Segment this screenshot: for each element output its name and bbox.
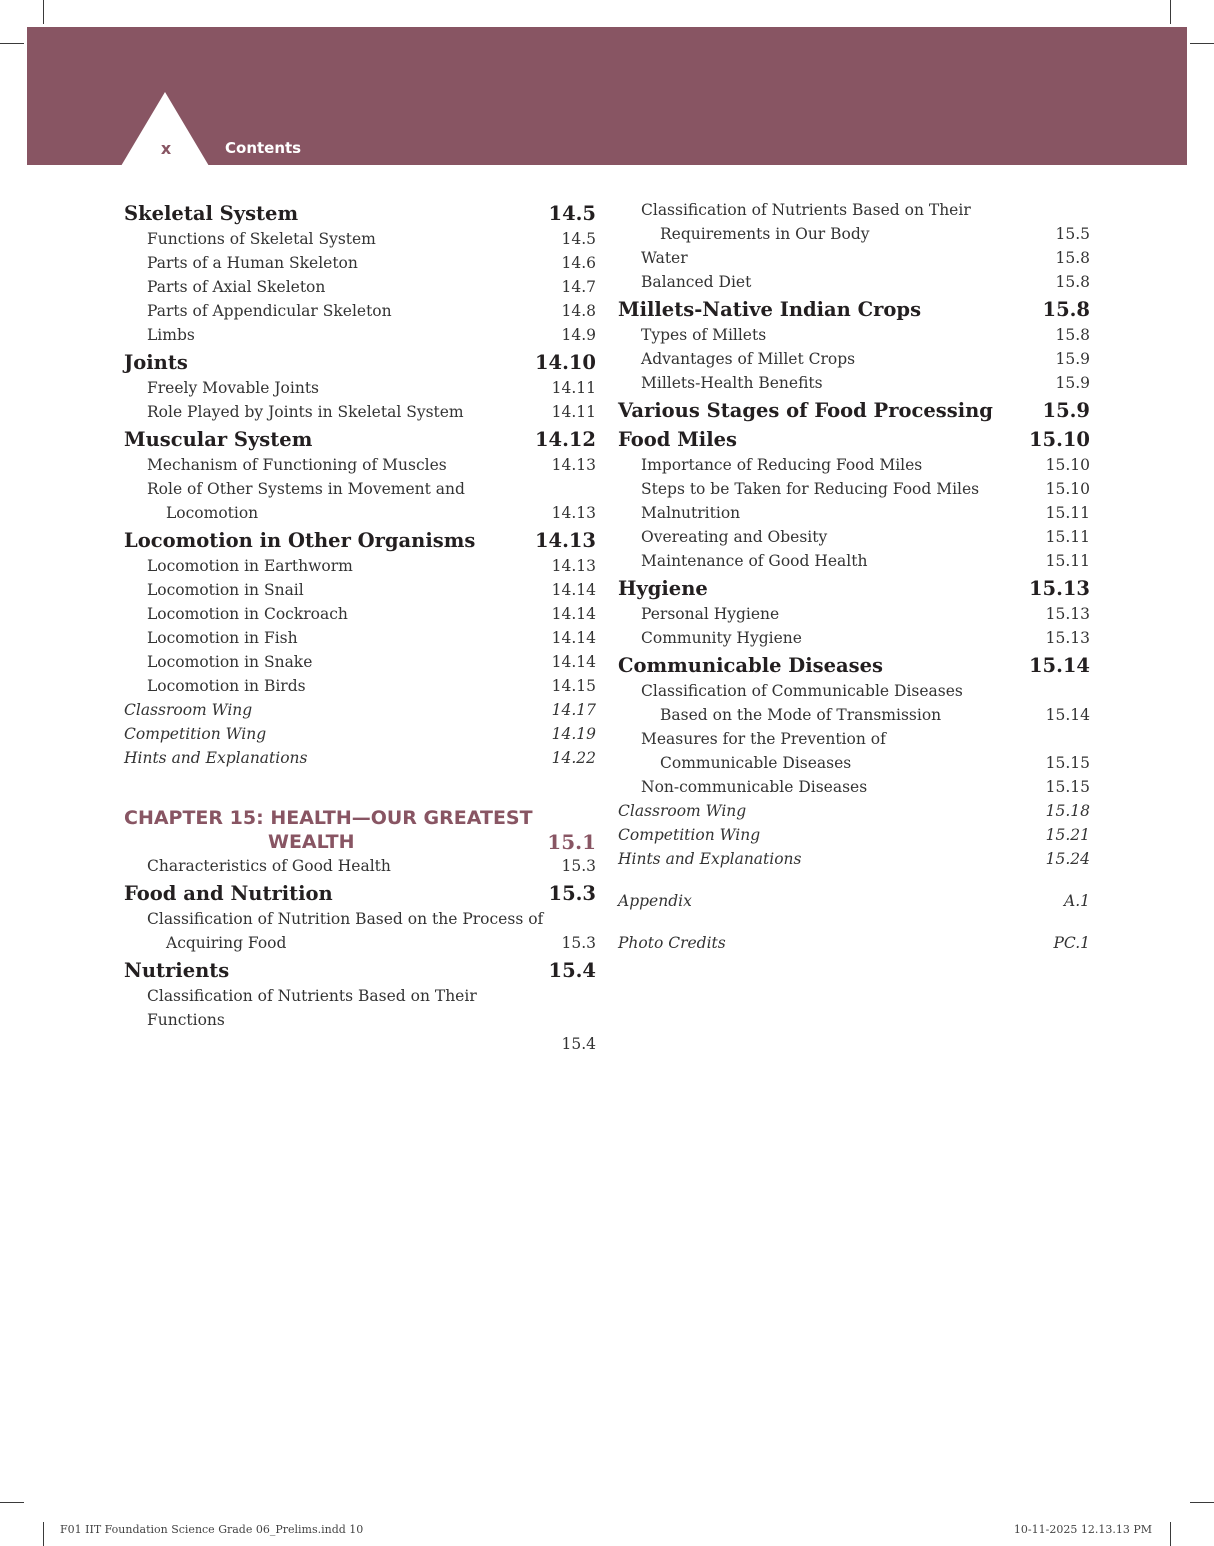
toc-section bbox=[124, 424, 596, 453]
toc-entry-title: Parts of a Human Skeleton bbox=[147, 254, 358, 272]
toc-subsection bbox=[124, 453, 596, 477]
toc-entry-title: Photo Credits bbox=[618, 934, 726, 952]
crop-mark bbox=[1190, 1502, 1214, 1503]
toc-entry-title: Nutrients bbox=[124, 959, 230, 982]
crop-mark bbox=[0, 1502, 24, 1503]
toc-entry-title: Locomotion in Birds bbox=[147, 677, 306, 695]
crop-mark bbox=[1170, 0, 1171, 24]
toc-entry-page: 15.13 bbox=[1028, 577, 1090, 600]
toc-entry-title: Locomotion in Cockroach bbox=[147, 605, 348, 623]
toc-entry-title: Hygiene bbox=[618, 577, 708, 600]
toc-section bbox=[618, 294, 1090, 323]
toc-section bbox=[124, 525, 596, 554]
toc-entry-page: A.1 bbox=[1064, 892, 1090, 910]
toc-entry-title: Advantages of Millet Crops bbox=[641, 350, 856, 368]
toc-entry-page: 14.14 bbox=[551, 629, 596, 647]
toc-entry-title: Parts of Axial Skeleton bbox=[147, 278, 326, 296]
toc-entry-page: 15.14 bbox=[1028, 654, 1090, 677]
toc-entry-page: 15.10 bbox=[1028, 428, 1090, 451]
toc-subsection bbox=[618, 323, 1090, 347]
toc-chapter bbox=[124, 806, 596, 854]
toc-entry-title: Competition Wing bbox=[618, 826, 761, 844]
toc-entry-page: 15.9 bbox=[1042, 399, 1090, 422]
toc-subsection bbox=[618, 549, 1090, 573]
toc-entry-page: 15.5 bbox=[1055, 225, 1090, 243]
toc-entry-title: Locomotion in Earthworm bbox=[147, 557, 353, 575]
toc-entry-page: 14.15 bbox=[551, 677, 596, 695]
toc-entry-page: 14.14 bbox=[551, 653, 596, 671]
toc-entry-title: Classroom Wing bbox=[618, 802, 747, 820]
toc-subsection bbox=[124, 299, 596, 323]
toc-subsection bbox=[618, 198, 1090, 246]
toc-entry-title: Role Played by Joints in Skeletal System bbox=[147, 403, 464, 421]
toc-subsection bbox=[124, 854, 596, 878]
toc-entry-page: 14.5 bbox=[548, 202, 596, 225]
toc-subsection bbox=[618, 679, 1090, 727]
toc-subsection bbox=[124, 907, 596, 955]
toc-entry-title: Muscular System bbox=[124, 428, 313, 451]
toc-entry-page: 14.8 bbox=[561, 302, 596, 320]
toc-subsection bbox=[124, 674, 596, 698]
toc-entry-title: Locomotion in Snake bbox=[147, 653, 313, 671]
toc-entry-title: Classification of Nutrients Based on Their bbox=[641, 201, 971, 219]
toc-section bbox=[124, 347, 596, 376]
toc-subsection bbox=[618, 501, 1090, 525]
toc-entry-page: 15.15 bbox=[1045, 778, 1090, 796]
toc-entry-title-cont: WEALTH bbox=[268, 831, 355, 853]
toc-entry-title: Importance of Reducing Food Miles bbox=[641, 456, 923, 474]
toc-entry-title: Classification of Nutrients Based on Their Functions bbox=[147, 987, 477, 1029]
toc-subsection bbox=[124, 275, 596, 299]
toc-entry-title: Role of Other Systems in Movement and bbox=[147, 480, 465, 498]
toc-section bbox=[124, 878, 596, 907]
toc-entry-page: 15.13 bbox=[1045, 605, 1090, 623]
toc-entry-title: Limbs bbox=[147, 326, 195, 344]
toc-entry-page: 14.11 bbox=[551, 403, 596, 421]
toc-entry-title: Competition Wing bbox=[124, 725, 267, 743]
toc-extra bbox=[124, 746, 596, 770]
toc-entry-title: Locomotion in Snail bbox=[147, 581, 304, 599]
toc-subsection bbox=[618, 477, 1090, 501]
toc-entry-title: Food Miles bbox=[618, 428, 737, 451]
toc-entry-page: 14.10 bbox=[534, 351, 596, 374]
toc-entry-title: Non-communicable Diseases bbox=[641, 778, 868, 796]
toc-subsection bbox=[124, 376, 596, 400]
toc-subsection bbox=[618, 775, 1090, 799]
toc-subsection bbox=[124, 602, 596, 626]
page-number: x bbox=[160, 139, 172, 158]
toc-entry-page: 15.13 bbox=[1045, 629, 1090, 647]
toc-entry-page: 15.10 bbox=[1045, 480, 1090, 498]
toc-subsection bbox=[618, 270, 1090, 294]
toc-entry-page: 14.13 bbox=[551, 504, 596, 522]
toc-entry-title: Classification of Nutrition Based on the Process of bbox=[147, 910, 544, 928]
toc-entry-title: Personal Hygiene bbox=[641, 605, 780, 623]
toc-extra bbox=[618, 847, 1090, 871]
crop-mark bbox=[43, 0, 44, 24]
toc-extra bbox=[124, 722, 596, 746]
toc-entry-page: 15.18 bbox=[1045, 802, 1090, 820]
toc-extra bbox=[618, 799, 1090, 823]
toc-left-column bbox=[124, 198, 596, 1056]
toc-entry-page: 14.9 bbox=[561, 326, 596, 344]
toc-section bbox=[618, 573, 1090, 602]
toc-entry-page: 15.4 bbox=[561, 1035, 596, 1053]
toc-subsection bbox=[618, 525, 1090, 549]
toc-entry-page: 15.9 bbox=[1055, 350, 1090, 368]
toc-entry-page: 14.19 bbox=[551, 725, 596, 743]
toc-subsection bbox=[618, 347, 1090, 371]
toc-entry-title: Millets-Health Benefits bbox=[641, 374, 823, 392]
toc-entry-title: Parts of Appendicular Skeleton bbox=[147, 302, 392, 320]
toc-entry-title-cont: Communicable Diseases bbox=[660, 754, 852, 772]
toc-subsection bbox=[124, 323, 596, 347]
toc-entry-page: 14.17 bbox=[551, 701, 596, 719]
toc-entry-page: 15.3 bbox=[561, 857, 596, 875]
toc-entry-page: 14.12 bbox=[534, 428, 596, 451]
toc-subsection bbox=[124, 477, 596, 525]
toc-extra bbox=[618, 889, 1090, 913]
toc-subsection bbox=[124, 984, 596, 1056]
toc-section bbox=[124, 198, 596, 227]
toc-entry-title: Maintenance of Good Health bbox=[641, 552, 868, 570]
toc-entry-title: Communicable Diseases bbox=[618, 654, 884, 677]
toc-subsection bbox=[618, 246, 1090, 270]
toc-entry-title-cont: Acquiring Food bbox=[166, 934, 287, 952]
toc-entry-page: 15.10 bbox=[1045, 456, 1090, 474]
toc-entry-page: 15.14 bbox=[1045, 706, 1090, 724]
toc-entry-page: 14.13 bbox=[551, 557, 596, 575]
toc-entry-title: Measures for the Prevention of bbox=[641, 730, 886, 748]
toc-extra bbox=[618, 823, 1090, 847]
toc-entry-page: 14.22 bbox=[551, 749, 596, 767]
toc-entry-page: 15.11 bbox=[1045, 504, 1090, 522]
toc-entry-page: 15.21 bbox=[1045, 826, 1090, 844]
toc-entry-page: 15.9 bbox=[1055, 374, 1090, 392]
toc-entry-page: 14.13 bbox=[551, 456, 596, 474]
toc-entry-page: 14.6 bbox=[561, 254, 596, 272]
toc-entry-title: Mechanism of Functioning of Muscles bbox=[147, 456, 447, 474]
toc-entry-title: Balanced Diet bbox=[641, 273, 752, 291]
toc-entry-page: 15.8 bbox=[1055, 273, 1090, 291]
toc-subsection bbox=[618, 453, 1090, 477]
toc-entry-title: Various Stages of Food Processing bbox=[618, 399, 993, 422]
toc-entry-title: Locomotion in Other Organisms bbox=[124, 529, 476, 552]
toc-entry-page: 14.7 bbox=[561, 278, 596, 296]
crop-mark bbox=[43, 1522, 44, 1546]
crop-mark bbox=[1170, 1522, 1171, 1546]
toc-entry-page: 15.8 bbox=[1042, 298, 1090, 321]
toc-entry-title: Millets-Native Indian Crops bbox=[618, 298, 922, 321]
toc-section bbox=[618, 650, 1090, 679]
toc-entry-title: Food and Nutrition bbox=[124, 882, 333, 905]
toc-subsection bbox=[124, 251, 596, 275]
toc-section bbox=[618, 424, 1090, 453]
toc-entry-page: 15.8 bbox=[1055, 249, 1090, 267]
toc-entry-title: Freely Movable Joints bbox=[147, 379, 319, 397]
toc-entry-page: 15.11 bbox=[1045, 528, 1090, 546]
toc-entry-title: Classification of Communicable Diseases bbox=[641, 682, 963, 700]
toc-extra bbox=[618, 931, 1090, 955]
toc-subsection bbox=[124, 578, 596, 602]
toc-entry-title: Joints bbox=[124, 351, 188, 374]
toc-entry-title: Classroom Wing bbox=[124, 701, 253, 719]
crop-mark bbox=[1190, 43, 1214, 44]
toc-subsection bbox=[618, 727, 1090, 775]
toc-entry-title: Skeletal System bbox=[124, 202, 299, 225]
footer-file: F01 IIT Foundation Science Grade 06_Prelims.indd 10 bbox=[60, 1523, 364, 1536]
toc-subsection bbox=[124, 400, 596, 424]
toc-entry-page: PC.1 bbox=[1053, 934, 1090, 952]
toc-entry-title: Community Hygiene bbox=[641, 629, 802, 647]
toc-subsection bbox=[124, 554, 596, 578]
crop-mark bbox=[0, 43, 24, 44]
toc-subsection bbox=[618, 626, 1090, 650]
toc-entry-page: 14.11 bbox=[551, 379, 596, 397]
toc-entry-title: Malnutrition bbox=[641, 504, 741, 522]
toc-subsection bbox=[124, 626, 596, 650]
toc-extra bbox=[124, 698, 596, 722]
toc-entry-title: Locomotion in Fish bbox=[147, 629, 298, 647]
header-title: Contents bbox=[225, 139, 302, 157]
toc-entry-title: CHAPTER 15: HEALTH—OUR GREATEST bbox=[124, 807, 533, 829]
toc-subsection bbox=[124, 650, 596, 674]
toc-section bbox=[618, 395, 1090, 424]
toc-entry-title: Types of Millets bbox=[641, 326, 767, 344]
toc-section bbox=[124, 955, 596, 984]
toc-entry-page: 14.14 bbox=[551, 581, 596, 599]
toc-entry-page: 15.8 bbox=[1055, 326, 1090, 344]
toc-entry-title-cont: Requirements in Our Body bbox=[660, 225, 870, 243]
toc-entry-page: 15.3 bbox=[548, 882, 596, 905]
toc-entry-title: Steps to be Taken for Reducing Food Miles bbox=[641, 480, 980, 498]
toc-entry-page: 15.24 bbox=[1045, 850, 1090, 868]
toc-subsection bbox=[124, 227, 596, 251]
toc-entry-title: Appendix bbox=[618, 892, 692, 910]
toc-entry-title: Characteristics of Good Health bbox=[147, 857, 391, 875]
toc-entry-page: 14.5 bbox=[561, 230, 596, 248]
toc-subsection bbox=[618, 602, 1090, 626]
footer-timestamp: 10-11-2025 12.13.13 PM bbox=[1013, 1523, 1152, 1536]
toc-right-column bbox=[618, 198, 1090, 955]
toc-entry-page: 15.3 bbox=[561, 934, 596, 952]
toc-entry-page: 15.4 bbox=[548, 959, 596, 982]
toc-entry-title: Functions of Skeletal System bbox=[147, 230, 376, 248]
toc-entry-title-cont: Based on the Mode of Transmission bbox=[660, 706, 942, 724]
toc-entry-page: 15.15 bbox=[1045, 754, 1090, 772]
toc-subsection bbox=[618, 371, 1090, 395]
toc-entry-page: 15.1 bbox=[547, 830, 596, 854]
toc-entry-title: Hints and Explanations bbox=[124, 749, 308, 767]
toc-entry-title-cont: Locomotion bbox=[166, 504, 259, 522]
toc-entry-title: Hints and Explanations bbox=[618, 850, 802, 868]
toc-entry-page: 15.11 bbox=[1045, 552, 1090, 570]
toc-entry-title: Overeating and Obesity bbox=[641, 528, 828, 546]
toc-entry-title: Water bbox=[641, 249, 688, 267]
toc-entry-page: 14.13 bbox=[534, 529, 596, 552]
toc-entry-page: 14.14 bbox=[551, 605, 596, 623]
